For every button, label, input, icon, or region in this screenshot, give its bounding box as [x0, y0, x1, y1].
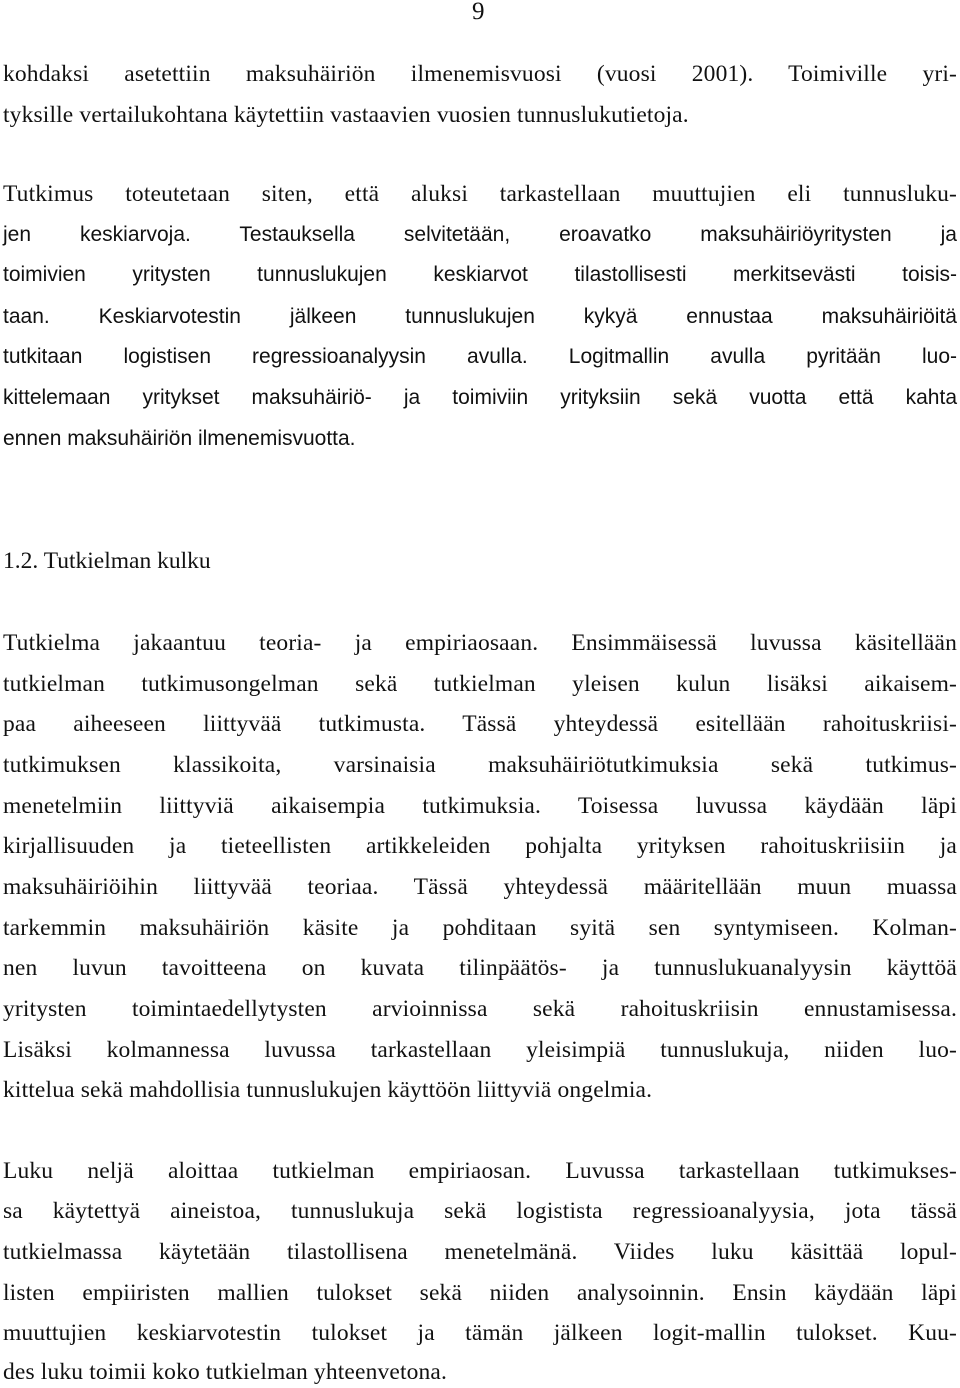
text-line: tyksille vertailukohtana käytettiin vastaavien vuosien tunnuslukutietoja. — [3, 102, 689, 128]
text-line: des luku toimii koko tutkielman yhteenvetona. — [3, 1359, 448, 1385]
text-line: tutkielman tutkimusongelman sekä tutkielman yleisen kulun lisäksi aikaisem- — [3, 671, 957, 697]
text-line: tutkielmassa käytetään tilastollisena menetelmänä. Viides luku käsittää lopul- — [3, 1239, 957, 1265]
text-line: toimivien yritysten tunnuslukujen keskiarvot tilastollisesti merkitsevästi toisis- — [3, 263, 957, 286]
text-line: tutkimuksen klassikoita, varsinaisia maksuhäiriötutkimuksia sekä tutkimus- — [3, 752, 957, 778]
text-line: kirjallisuuden ja tieteellisten artikkeleiden pohjalta yrityksen rahoituskriisiin ja — [3, 833, 957, 859]
text-line: Tutkielma jakaantuu teoria- ja empiriaosaan. Ensimmäisessä luvussa käsitellään — [3, 630, 957, 656]
text-line: Lisäksi kolmannessa luvussa tarkastellaan yleisimpiä tunnuslukuja, niiden luo- — [3, 1037, 957, 1063]
text-line: listen empiiristen mallien tulokset sekä niiden analysoinnin. Ensin käydään läpi — [3, 1280, 957, 1306]
text-line: menetelmiin liittyviä aikaisempia tutkimuksia. Toisessa luvussa käydään läpi — [3, 793, 957, 819]
text-line: tutkitaan logistisen regressioanalyysin avulla. Logitmallin avulla pyritään luo- — [3, 345, 957, 368]
text-line: muuttujien keskiarvotestin tulokset ja tämän jälkeen logit-mallin tulokset. Kuu- — [3, 1320, 957, 1346]
text-line: Tutkimus toteutetaan siten, että aluksi tarkastellaan muuttujien eli tunnusluku- — [3, 181, 957, 207]
text-line: Luku neljä aloittaa tutkielman empiriaosan. Luvussa tarkastellaan tutkimukses- — [3, 1158, 957, 1184]
text-line: tarkemmin maksuhäiriön käsite ja pohditaan syitä sen syntymiseen. Kolman- — [3, 915, 957, 941]
text-line: kittelemaan yritykset maksuhäiriö- ja toimiviin yrityksiin sekä vuotta että kahta — [3, 386, 957, 409]
text-line: yritysten toimintaedellytysten arvioinnissa sekä rahoituskriisin ennustamisessa. — [3, 996, 957, 1022]
text-line: jen keskiarvoja. Testauksella selvitetään, eroavatko maksuhäiriöyritysten ja — [3, 223, 957, 246]
text-line: taan. Keskiarvotestin jälkeen tunnuslukujen kykyä ennustaa maksuhäiriöitä — [3, 305, 957, 328]
page-number: 9 — [472, 0, 485, 25]
section-heading: 1.2. Tutkielman kulku — [3, 548, 211, 574]
text-line: kittelua sekä mahdollisia tunnuslukujen käyttöön liittyviä ongelmia. — [3, 1077, 653, 1103]
text-line: kohdaksi asetettiin maksuhäiriön ilmenemisvuosi (vuosi 2001). Toimiville yri- — [3, 61, 957, 87]
text-line: nen luvun tavoitteena on kuvata tilinpäätös- ja tunnuslukuanalyysin käyttöä — [3, 955, 957, 981]
text-line: ennen maksuhäiriön ilmenemisvuotta. — [3, 427, 356, 450]
text-line: paa aiheeseen liittyvää tutkimusta. Tässä yhteydessä esitellään rahoituskriisi- — [3, 711, 957, 737]
text-line: maksuhäiriöihin liittyvää teoriaa. Tässä yhteydessä määritellään muun muassa — [3, 874, 957, 900]
text-line: sa käytettyä aineistoa, tunnuslukuja sekä logistista regressioanalyysia, jota tässä — [3, 1198, 957, 1224]
